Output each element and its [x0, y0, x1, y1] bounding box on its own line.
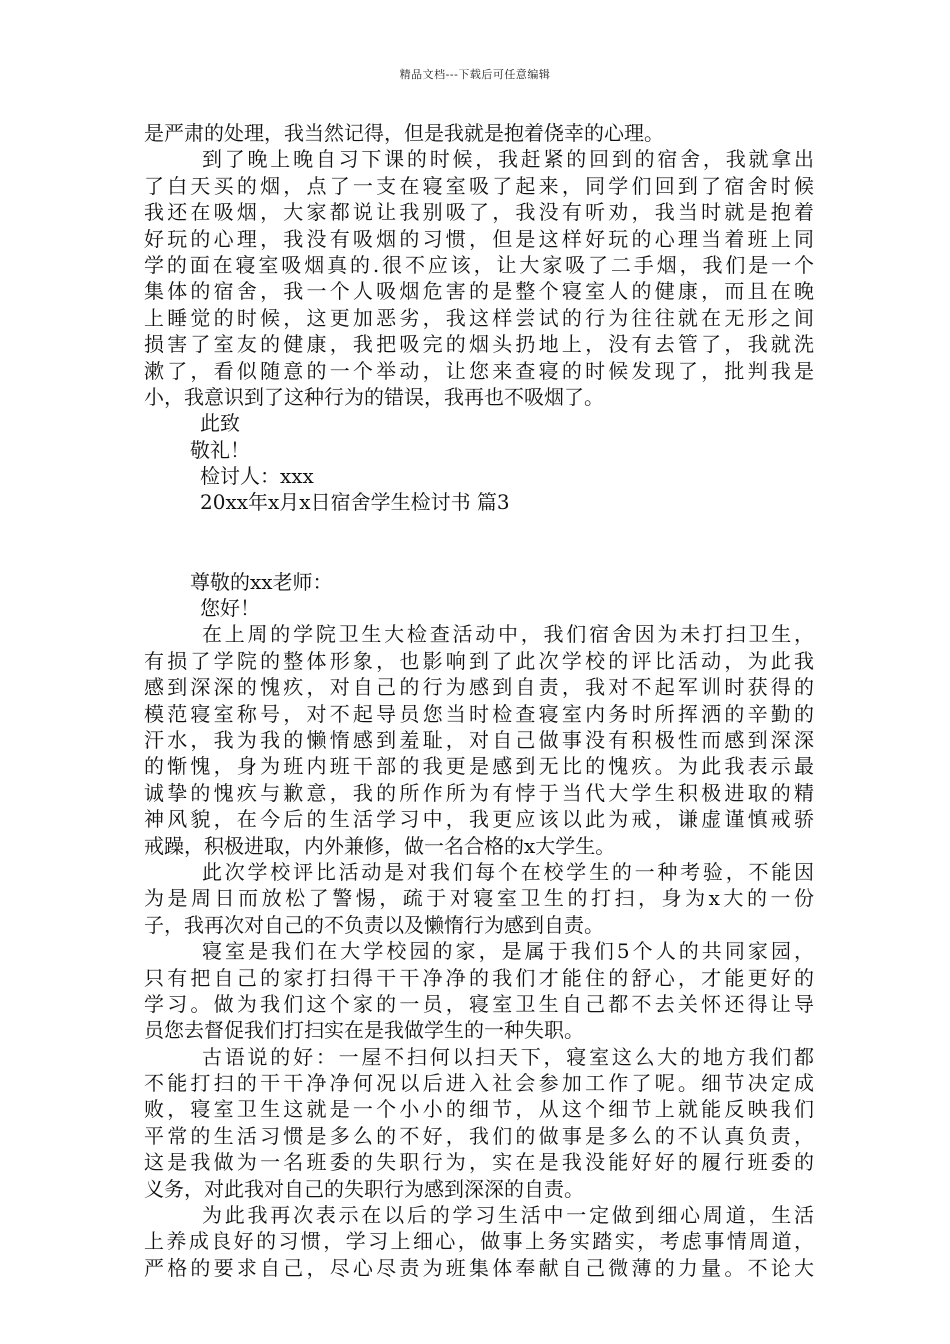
text-line: 学习。做为我们这个家的一员，寝室卫生自己都不去关怀还得让导 [144, 991, 814, 1016]
document-body [144, 120, 814, 1281]
text-line: 学的面在寝室吸烟真的.很不应该，让大家吸了二手烟，我们是一个 [144, 252, 814, 277]
text-line: 子，我再次对自己的不负责以及懒惰行为感到自责。 [144, 912, 604, 937]
text-line: 不能打扫的干干净净何况以后进入社会参加工作了呢。细节决定成 [144, 1071, 814, 1096]
text-line: 这是我做为一名班委的失职行为，实在是我没能好好的履行班委的 [144, 1150, 814, 1175]
text-line: 是严肃的处理，我当然记得，但是我就是抱着侥幸的心理。 [144, 121, 664, 145]
paragraph-first-line: 寝室是我们在大学校园的家，是属于我们5个人的共同家园， [202, 939, 814, 964]
text-line: 义务，对此我对自己的失职行为感到深深的自责。 [144, 1176, 584, 1201]
date-and-section-title: 20xx年x月x日宿舍学生检讨书 篇3 [200, 490, 510, 515]
signature-line: 检讨人：xxx [200, 464, 314, 489]
text-line: 有损了学院的整体形象，也影响到了此次学校的评比活动，为此我 [144, 648, 814, 673]
text-line: 神风貌，在今后的生活学习中，我更应该以此为戒，谦虚谨慎戒骄 [144, 807, 814, 832]
paragraph-first-line: 到了晚上晚自习下课的时候，我赶紧的回到的宿舍，我就拿出 [202, 147, 814, 172]
text-line: 的惭愧，身为班内班干部的我更是感到无比的愧疚。为此我表示最 [144, 754, 814, 779]
blank-line [144, 516, 814, 542]
text-line: 戒躁，积极进取，内外兼修，做一名合格的x大学生。 [144, 833, 616, 858]
blank-line [144, 542, 814, 568]
text-line: 上养成良好的习惯，学习上细心，做事上务实踏实，考虑事情周道， [144, 1229, 814, 1254]
text-line: 只有把自己的家打扫得干干净净的我们才能住的舒心，才能更好的 [144, 965, 814, 990]
text-line: 了白天买的烟，点了一支在寝室吸了起来，同学们回到了宿舍时候 [144, 173, 814, 198]
text-line: 漱了，看似随意的一个举动，让您来查寝的时候发现了，批判我是 [144, 358, 814, 383]
text-line: 好玩的心理，我没有吸烟的习惯，但是这样好玩的心理当着班上同 [144, 226, 814, 251]
paragraph-first-line: 在上周的学院卫生大检查活动中，我们宿舍因为未打扫卫生， [202, 622, 814, 647]
text-line: 集体的宿舍，我一个人吸烟危害的是整个寝室人的健康，而且在晚 [144, 279, 814, 304]
paragraph-first-line: 古语说的好：一屋不扫何以扫天下，寝室这么大的地方我们都 [202, 1044, 814, 1069]
text-line: 严格的要求自己，尽心尽责为班集体奉献自己微薄的力量。不论大 [144, 1255, 814, 1280]
text-line: 员您去督促我们打扫实在是我做学生的一种失职。 [144, 1018, 584, 1043]
text-line: 败，寝室卫生这就是一个小小的细节，从这个细节上就能反映我们 [144, 1097, 814, 1122]
letter-greeting: 尊敬的xx老师： [190, 569, 333, 594]
text-line: 上睡觉的时候，这更加恶劣，我这样尝试的行为往往就在无形之间 [144, 305, 814, 330]
text-line: 损害了室友的健康，我把吸完的烟头扔地上，没有去管了，我就洗 [144, 332, 814, 357]
closing-salutation: 此致 [200, 411, 240, 436]
page-header: 精品文档---下载后可任意编辑 [399, 68, 551, 81]
text-line: 诚挚的愧疚与歉意，我的所作所为有悖于当代大学生积极进取的精 [144, 780, 814, 805]
paragraph-first-line: 此次学校评比活动是对我们每个在校学生的一种考验，不能因 [202, 859, 814, 884]
text-line: 平常的生活习惯是多么的不好，我们的做事是多么的不认真负责， [144, 1123, 814, 1148]
letter-hello: 您好！ [200, 596, 260, 621]
paragraph-first-line: 为此我再次表示在以后的学习生活中一定做到细心周道，生活 [202, 1203, 814, 1228]
text-line: 模范寝室称号，对不起导员您当时检查寝室内务时所挥洒的辛勤的 [144, 701, 814, 726]
text-line: 汗水，我为我的懒惰感到羞耻，对自己做事没有积极性而感到深深 [144, 727, 814, 752]
text-line: 为是周日而放松了警惕，疏于对寝室卫生的打扫，身为x大的一份 [144, 886, 814, 911]
closing-regards: 敬礼！ [190, 437, 250, 462]
text-line: 我还在吸烟，大家都说让我别吸了，我没有听劝，我当时就是抱着 [144, 200, 814, 225]
text-line: 小，我意识到了这种行为的错误，我再也不吸烟了。 [144, 384, 604, 409]
text-line: 感到深深的愧疚，对自己的行为感到自责，我对不起军训时获得的 [144, 675, 814, 700]
